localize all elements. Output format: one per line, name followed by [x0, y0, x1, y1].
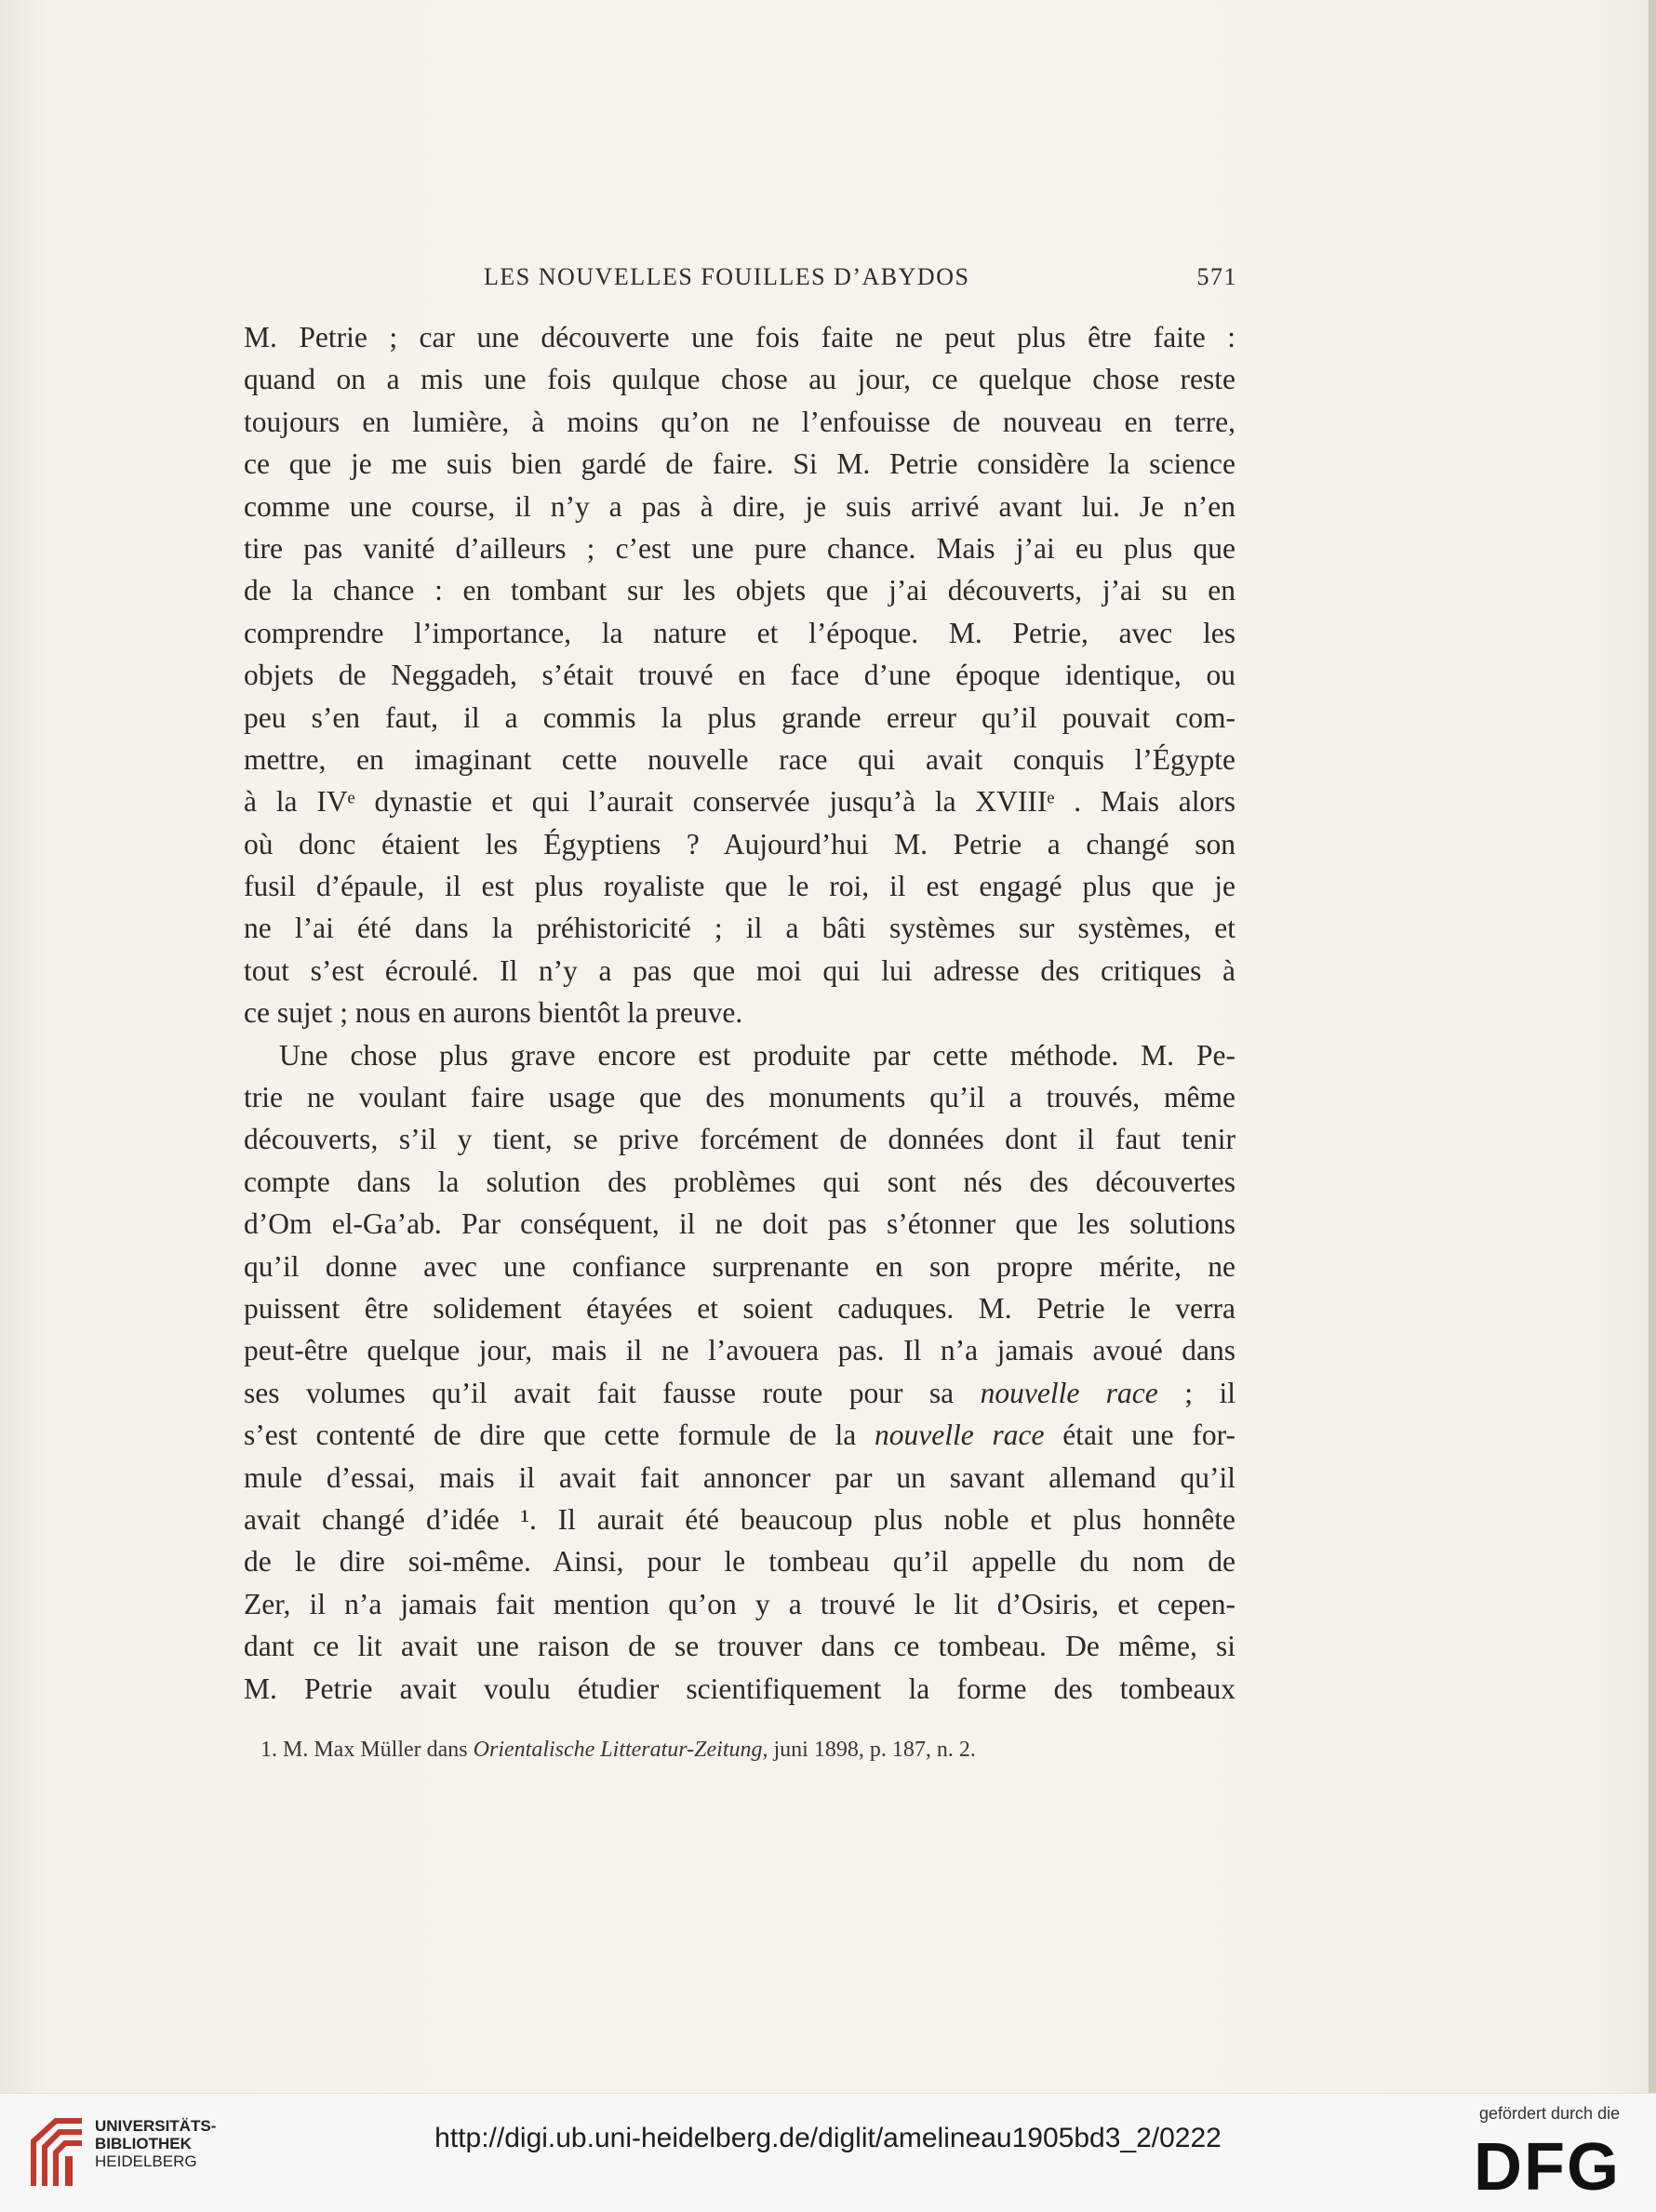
text-line: où donc étaient les Égyptiens ? Aujourd’hui M. Petrie a changé son: [244, 827, 1235, 860]
text-run: était une for-: [1044, 1419, 1235, 1452]
text-line: Zer, il n’a jamais fait mention qu’on y a trouvé le lit d’Osiris, et cepen-: [244, 1587, 1235, 1620]
text-line: tire pas vanité d’ailleurs ; c’est une pure chance. Mais j’ai eu plus que: [244, 531, 1235, 565]
text-run: s’est contenté de dire que cette formule de la: [244, 1419, 875, 1452]
text-line: trie ne voulant faire usage que des monuments qu’il a trouvés, même: [244, 1081, 1235, 1114]
text-line: tout s’est écroulé. Il n’y a pas que moi qui lui adresse des critiques à: [244, 953, 1235, 987]
library-name: [95, 2117, 216, 2170]
text-line: peu s’en faut, il a commis la plus grande erreur qu’il pouvait com-: [244, 700, 1235, 734]
text-line: M. Petrie ; car une découverte une fois faite ne peut plus être faite :: [244, 321, 1235, 353]
dfg-logo-text: DFG: [1474, 2132, 1621, 2197]
footnote-prefix: 1. M. Max Müller dans: [260, 1738, 474, 1762]
body-text: [244, 316, 1235, 1710]
text-line: de le dire soi-même. Ainsi, pour le tombeau qu’il appelle du nom de: [244, 1545, 1235, 1579]
text-line: compte dans la solution des problèmes qui sont nés des découvertes: [244, 1165, 1235, 1198]
text-line: peut-être quelque jour, mais il ne l’avouera pas. Il n’a jamais avoué dans: [244, 1334, 1235, 1367]
text-line: mettre, en imaginant cette nouvelle race qui avait conquis l’Égypte: [244, 742, 1235, 776]
text-line: de la chance : en tombant sur les objets que j’ai découverts, j’ai su en: [244, 574, 1235, 607]
running-title: LES NOUVELLES FOUILLES D’ABYDOS: [484, 263, 970, 290]
text-line: objets de Neggadeh, s’était trouvé en face d’une époque identique, ou: [244, 659, 1235, 692]
footnote-journal: Orientalische Litteratur-Zeitung: [473, 1738, 763, 1762]
italic-run: nouvelle race: [875, 1419, 1045, 1452]
text-line: Une chose plus grave encore est produite par cette méthode. M. Pe-: [279, 1038, 1235, 1072]
text-line: dant ce lit avait une raison de se trouver dans ce tombeau. De même, si: [244, 1630, 1235, 1663]
text-line: fusil d’épaule, il est plus royaliste que le roi, il est engagé plus que je: [244, 870, 1235, 903]
text-line: ce sujet ; nous en aurons bientôt la preuve.: [244, 996, 743, 1030]
text-line: à la IVᵉ dynastie et qui l’aurait conservée jusqu’à la XVIIIᵉ . Mais alors: [244, 785, 1235, 819]
funder-label: gefördert durch die: [1479, 2104, 1621, 2123]
text-line: puissent être solidement étayées et soient caduques. M. Petrie le verra: [244, 1291, 1235, 1325]
text-line: ne l’ai été dans la préhistoricité ; il a bâti systèmes sur systèmes, et: [244, 912, 1235, 945]
library-name-line: UNIVERSITÄTS-: [95, 2117, 217, 2135]
text-line: mule d’essai, mais il avait fait annoncer par un savant allemand qu’il: [244, 1460, 1235, 1494]
text-line: découverts, s’il y tient, se prive forcément de données dont il faut tenir: [244, 1123, 1235, 1156]
text-line: M. Petrie avait voulu étudier scientifiquement la forme des tombeaux: [244, 1672, 1235, 1705]
text-line: comprendre l’importance, la nature et l’époque. M. Petrie, avec les: [244, 616, 1235, 649]
dfg-logo-icon: [1470, 2132, 1628, 2197]
text-line: [244, 1414, 1235, 1456]
footnote-suffix: , juni 1898, p. 187, n. 2.: [762, 1738, 976, 1762]
library-name-line: BIBLIOTHEK: [95, 2135, 192, 2152]
text-line: qu’il donne avec une confiance surprenante en son propre mérite, ne: [244, 1249, 1235, 1283]
page-edge-shadow: [1649, 0, 1656, 2093]
footnote: [260, 1738, 1237, 1763]
text-line: quand on a mis une fois quılque chose au jour, ce quelque chose reste: [244, 363, 1235, 396]
permalink-url[interactable]: http://digi.ub.uni-heidelberg.de/diglit/amelineau1905bd3_2/0222: [434, 2123, 1222, 2153]
text-line: ce que je me suis bien gardé de faire. Si M. Petrie considère la science: [244, 447, 1235, 481]
text-line: avait changé d’idée ¹. Il aurait été beaucoup plus noble et plus honnête: [244, 1502, 1235, 1536]
university-library-logo-icon: [28, 2113, 87, 2192]
text-line: d’Om el-Ga’ab. Par conséquent, il ne doit pas s’étonner que les solutions: [244, 1207, 1235, 1241]
library-name-line: HEIDELBERG: [95, 2152, 197, 2170]
text-run: ses volumes qu’il avait fait fausse route pour sa: [244, 1376, 981, 1409]
page-number: 571: [1196, 263, 1237, 290]
text-line: toujours en lumière, à moins qu’on ne l’enfouisse de nouveau en terre,: [244, 405, 1235, 438]
text-line: comme une course, il n’y a pas à dire, je suis arrivé avant lui. Je n’en: [244, 489, 1235, 523]
italic-run: nouvelle race: [980, 1376, 1158, 1409]
text-run: ; il: [1157, 1376, 1235, 1409]
text-line: [244, 1372, 1235, 1414]
